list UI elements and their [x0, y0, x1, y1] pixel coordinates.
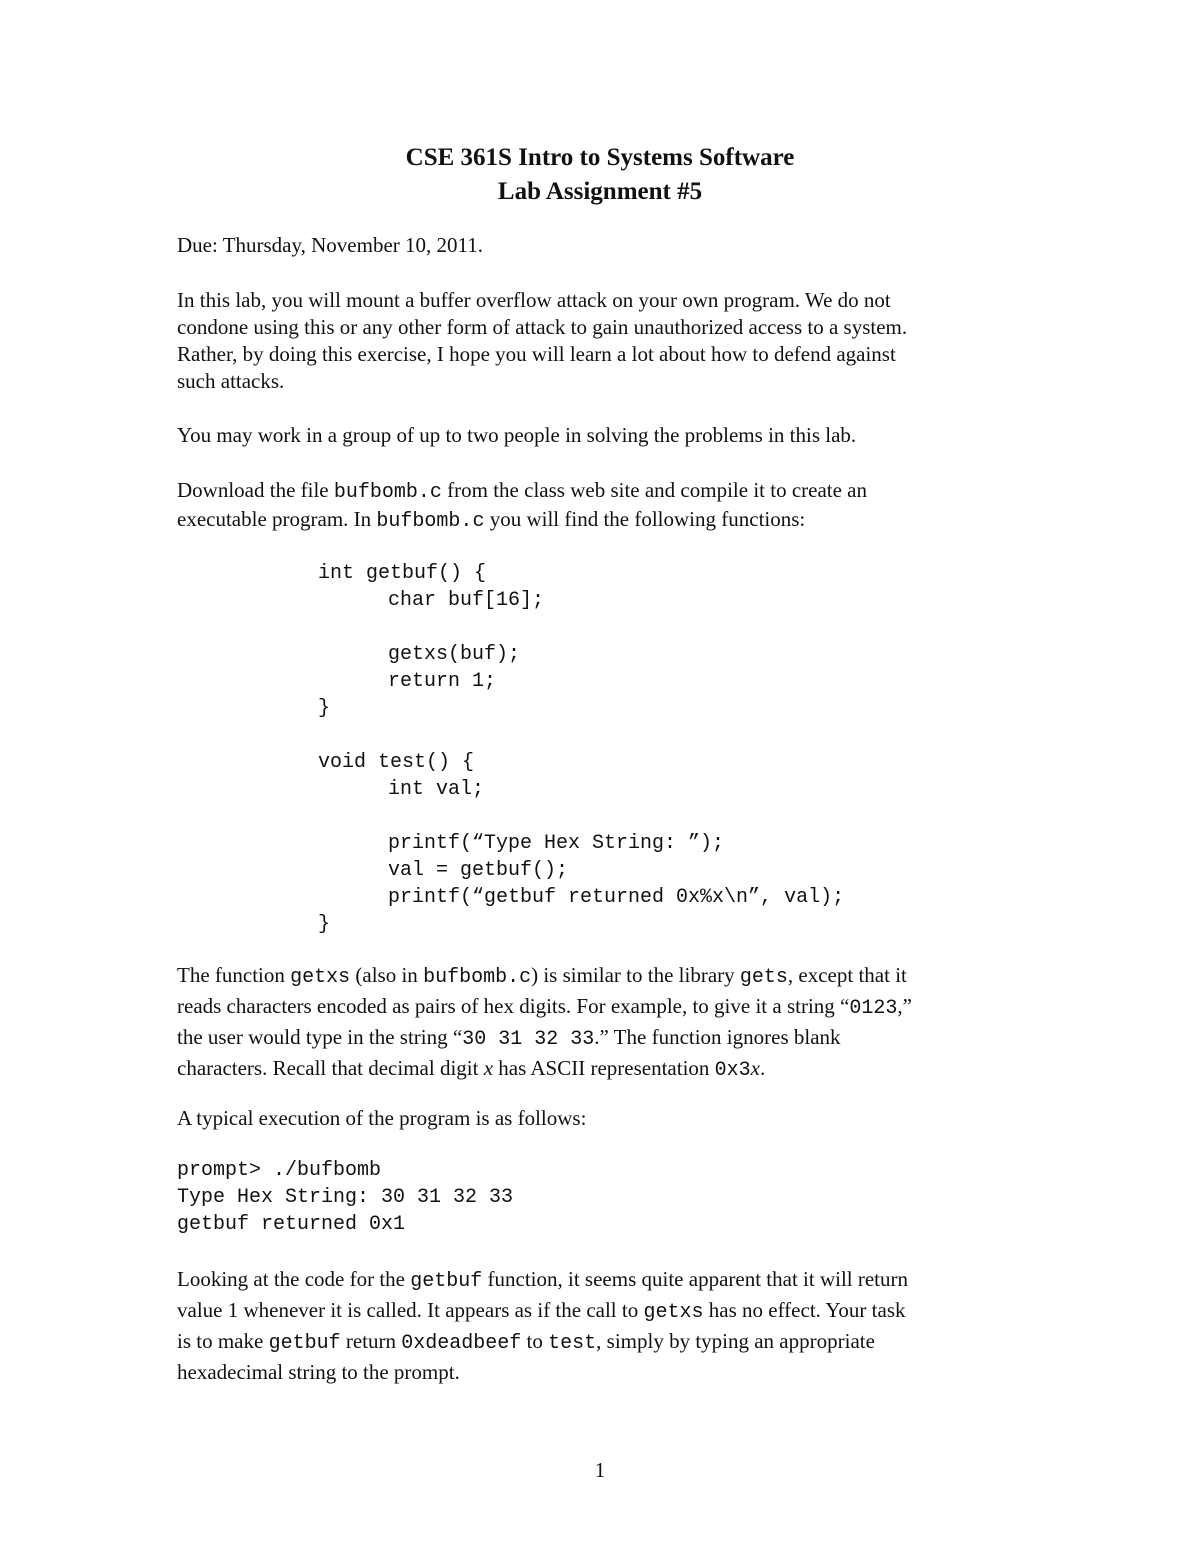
text-run: , except that it — [787, 963, 907, 987]
text-run: you will find the following functions: — [484, 507, 806, 531]
text-run: ) is similar to the library — [531, 963, 740, 987]
text-run: ,” — [897, 994, 912, 1018]
code-line: printf(“getbuf returned 0x%x\n”, val); — [388, 886, 845, 909]
terminal-sample — [177, 1157, 513, 1238]
explain-line-2 — [177, 993, 1017, 1022]
code-line: } — [318, 913, 331, 936]
text-run: the user would type in the string “ — [177, 1025, 463, 1049]
text-run: to — [521, 1329, 549, 1353]
italic-var: x — [750, 1056, 760, 1080]
explain-line-1 — [177, 962, 1017, 991]
inline-code: 0123 — [849, 997, 898, 1020]
assignment-title: Lab Assignment #5 — [497, 178, 703, 205]
intro-line: such attacks. — [177, 369, 285, 393]
due-date — [177, 232, 1017, 259]
text-run: has no effect. Your task — [703, 1298, 906, 1322]
intro-line: In this lab, you will mount a buffer overflow attack on your own program. We do not — [177, 288, 891, 312]
due-date-text: Due: Thursday, November 10, 2011. — [177, 233, 483, 257]
code-line: } — [318, 697, 331, 720]
inline-code: getxs — [643, 1301, 704, 1324]
code-line: getxs(buf); — [388, 643, 521, 666]
text-run: Download the file — [177, 478, 334, 502]
italic-var: x — [483, 1056, 494, 1080]
filename-code: bufbomb.c — [376, 510, 485, 533]
text-run: . — [760, 1056, 766, 1080]
intro-line: condone using this or any other form of attack to gain unauthorized access to a system. — [177, 315, 908, 339]
code-line: int val; — [388, 778, 485, 801]
text-run: value 1 whenever it is called. It appears as if the call to — [177, 1298, 644, 1322]
task-line-2 — [177, 1297, 1017, 1326]
text-run: characters. Recall that decimal digit — [177, 1056, 484, 1080]
terminal-line: getbuf returned 0x1 — [177, 1213, 406, 1236]
code-blank-line — [318, 722, 844, 749]
text-run: reads characters encoded as pairs of hex digits. For example, to give it a string “ — [177, 994, 850, 1018]
inline-code: bufbomb.c — [423, 966, 532, 989]
code-line: val = getbuf(); — [388, 859, 569, 882]
text-run: function, it seems quite apparent that it will return — [482, 1267, 909, 1291]
text-run: is to make — [177, 1329, 269, 1353]
code-blank-line — [318, 803, 844, 830]
text-run: has ASCII representation — [493, 1056, 715, 1080]
typical-text: A typical execution of the program is as follows: — [177, 1106, 587, 1130]
code-line: void test() { — [318, 751, 475, 774]
code-line: int getbuf() { — [318, 562, 487, 585]
task-paragraph — [177, 1266, 1017, 1386]
code-listing — [318, 560, 844, 938]
text-run: Looking at the code for the — [177, 1267, 411, 1291]
terminal-line: Type Hex String: 30 31 32 33 — [177, 1186, 514, 1209]
text-run: return — [340, 1329, 402, 1353]
group-text: You may work in a group of up to two people in solving the problems in this lab. — [177, 423, 857, 447]
text-run: (also in — [350, 963, 424, 987]
task-line-1 — [177, 1266, 1017, 1295]
page-number: 1 — [594, 1458, 606, 1482]
text-run: The function — [177, 963, 291, 987]
explain-paragraph — [177, 962, 1017, 1084]
explain-line-3 — [177, 1024, 1017, 1053]
text-run: .” The function ignores blank — [594, 1025, 841, 1049]
intro-paragraph — [177, 287, 1017, 395]
inline-code: 0x3 — [714, 1059, 751, 1082]
typical-paragraph — [177, 1105, 1017, 1132]
code-line: return 1; — [388, 670, 497, 693]
inline-code: getxs — [290, 966, 351, 989]
inline-code: getbuf — [268, 1332, 341, 1355]
course-title: CSE 361S Intro to Systems Software — [405, 144, 795, 171]
text-run: executable program. In — [177, 507, 377, 531]
group-paragraph — [177, 422, 1017, 449]
terminal-line: prompt> ./bufbomb — [177, 1159, 382, 1182]
inline-code: getbuf — [410, 1270, 483, 1293]
explain-line-4 — [177, 1055, 1017, 1084]
inline-code: gets — [739, 966, 788, 989]
inline-code: test — [548, 1332, 597, 1355]
code-line: char buf[16]; — [388, 589, 545, 612]
code-line: printf(“Type Hex String: ”); — [388, 832, 725, 855]
task-line-4: hexadecimal string to the prompt. — [177, 1360, 460, 1384]
text-run: from the class web site and compile it to create an — [441, 478, 868, 502]
task-line-3 — [177, 1328, 1017, 1357]
download-line-1 — [177, 477, 1017, 506]
text-run: , simply by typing an appropriate — [596, 1329, 875, 1353]
inline-code: 0xdeadbeef — [401, 1332, 522, 1355]
inline-code: 30 31 32 33 — [462, 1028, 595, 1051]
intro-line: Rather, by doing this exercise, I hope you will learn a lot about how to defend against — [177, 342, 896, 366]
download-line-2 — [177, 506, 1017, 535]
download-paragraph — [177, 477, 1017, 535]
filename-code: bufbomb.c — [333, 481, 442, 504]
code-blank-line — [318, 614, 844, 641]
